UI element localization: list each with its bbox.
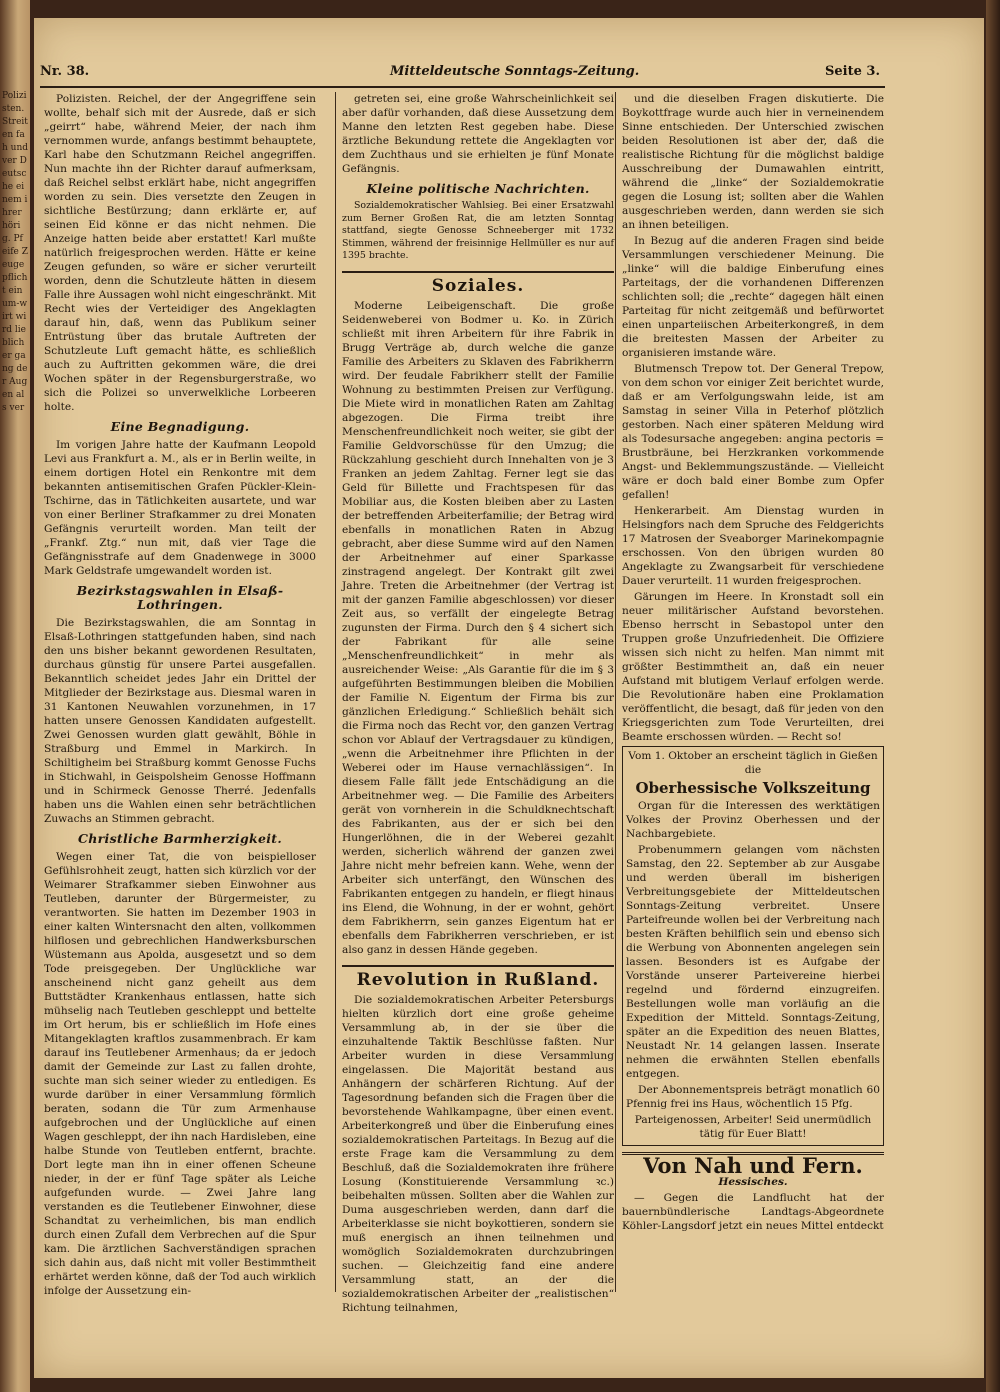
article-paragraph: Wegen einer Tat, die von beispielloser Gefühlsrohheit zeugt, hatten sich kürzlich vor der Weimarer Strafkammer sieben Einwohner aus Teutleben, darunter der Bürgermeister, zu verantworten. Sie hatten im Dezember 1903 in einer kalten Wintersnacht den alten, vollkommen hilflosen und gebrechlichen Handwerksburschen Wüstemann aus Apolda, ausgesetzt und so dem Tode preisgegeben. Der Unglückliche war anscheinend nicht ganz geheilt aus dem Buttstädter Krankenhaus entlassen, hatte sich mühselig nach Teutleben geschleppt und bettelte im Ort herum, bis er schließlich im Hofe eines Mitangeklagten kraftlos zusammenbrach. Er kam darauf ins Teutlebener Armenhaus; da er jedoch damit der Gemeinde zur Last zu fallen drohte, suchte man sich seiner wieder zu entledigen. Es wurde darüber in einer Versammlung förmlich beraten, sodann die Tür zum Armenhause aufgebrochen und der Unglückliche auf einen Wagen geschleppt, der ihn nach Hardisleben, eine halbe Stunde von Teutleben entfernt, brachte. Dort legte man ihn in einer offenen Scheune nieder, in der er fünf Tage später als Leiche aufgefunden wurde. — Zwei Jahre lang verstanden es die Teutlebener Einwohner, diese Schandtat zu verheimlichen, bis man endlich durch einen Zufall dem Verbrechen auf die Spur kam. Die ärztlichen Sachverständigen sprachen sich dahin aus, daß nicht mit voller Bestimmtheit erhärtet werden könne, daß der Tod auch wirklich infolge der Aussetzung ein- [44,851,316,1297]
page-number: Seite 3. [825,64,880,79]
ad-paragraph: Organ für die Interessen des werktätigen Volkes der Provinz Oberhessen und der Nachbargebiete. [626,800,880,840]
advertisement-box [622,746,884,1146]
article-paragraph: und die dieselben Fragen diskutierte. Die Boykottfrage wurde auch hier in verneinendem Sinne entschieden. Der Unterschied zwischen beiden Resolutionen ist aber der, daß die realistische Richtung für die möglichst baldige Ausschreibung der Dumawahlen eintritt, während die „linke“ der Sozialdemokratie gegen die Losung ist; sollten aber die Wahlen ausgeschrieben werden, dann werden sie sich an ihnen beteiligen. [622,93,884,231]
ad-title: Oberhessische Volkszeitung [635,779,871,797]
column-divider [615,92,616,1292]
column-divider [335,92,336,1292]
article-paragraph: Die sozialdemokratischen Arbeiter Petersburgs hielten kürzlich dort eine große geheime Versammlung ab, in der sie über die einzuhaltende Taktik Beschlüsse faßten. Nur Arbeiter wurden in diese Versammlung eingelassen. Die Majorität bestand aus Anhängern der schärferen Richtung. Auf der Tagesordnung befanden sich die Fragen über die bevorstehende Wahlkampagne, über einen event. Arbeiterkongreß und über die Einberufung eines sozialdemokratischen Parteitags. In Bezug auf die erste Frage kam die Versammlung zu dem Beschluß, daß die Sozialdemokraten ihre frühere Losung (Konstituierende Versammlung ꝛc.) beibehalten müssen. Sollten aber die Wahlen zur Duma ausgeschrieben werden, dann darf die Arbeiterklasse sie nicht boykottieren, sondern sie muß energisch an ihnen teilnehmen und womöglich Sozialdemokraten durchzubringen suchen. — Gleichzeitig fand eine andere Versammlung statt, an der die sozialdemokratischen Arbeiter der „realistischen“ Richtung teilnahmen, [342,993,614,1314]
header-rule [40,86,885,88]
section-heading: Soziales. [342,271,614,293]
article-paragraph: Henkerarbeit. Am Dienstag wurden in Helsingfors nach dem Spruche des Feldgerichts 17 Matrosen der Sveaborger Marinekompagnie erschossen. Von den übrigen wurden 80 Angeklagte zu Zwangsarbeit für verschiedene Dauer verurteilt. 11 wurden freigesprochen. [622,505,884,587]
article-paragraph: Polizisten. Reichel, der der Angegriffene sein wollte, behalf sich mit der Ausrede, daß er sich „geirrt“ habe, während Meier, der nach ihm vernommen wurde, anfangs bestimmt behauptete, Karl habe den Schutzmann Reichel angegriffen. Nun machte ihn der Richter darauf aufmerksam, daß Reichel selbst erklärt habe, nicht angegriffen worden zu sein. Dies versetzte den Zeugen in sichtliche Bestürzung; dann erklärte er, auf seinen Eid könne er das nicht nehmen. Die Anzeige hatten beide aber erstattet! Karl mußte natürlich freigesprochen werden. Hätte er keine Zeugen gefunden, so wäre er sicher verurteilt worden, denn die Schutzleute hätten in diesem Falle ihre Aussagen wohl nicht eingeschränkt. Mit Recht wies der Verteidiger des Angeklagten darauf hin, daß, wenn das Publikum seiner Entrüstung über das brutale Auftreten der Schutzleute Luft gemacht hätte, es schließlich auch zu Auftritten gekommen wäre, die drei Wochen später in der Regensburgerstraße, wo sich die Polizei so unverwelkliche Lorbeeren holte. [44,93,316,413]
article-paragraph: Gärungen im Heere. In Kronstadt soll ein neuer militärischer Aufstand bevorstehen. Ebenso herrscht in Sebastopol unter den Truppen große Unzufriedenheit. Die Offiziere wissen sich nicht zu helfen. Man nimmt mit größter Bestimmtheit an, daß ein neuer Aufstand mit blutigem Verlauf erfolgen werde. Die Revolutionäre haben eine Proklamation veröffentlicht, die besagt, daß für jeden von den Kriegsgerichten zum Tode Verurteilten, drei Beamte erschossen würden. — Recht so! [622,591,884,743]
ad-paragraph: Parteigenossen, Arbeiter! Seid unermüdlich tätig für Euer Blatt! [634,1114,872,1140]
article-paragraph: Im vorigen Jahre hatte der Kaufmann Leopold Levi aus Frankfurt a. M., als er in Berlin weilte, in einem dortigen Hotel ein Renkontre mit dem bekannten antisemitischen Grafen Pückler-Klein-Tschirne, das in Tätlichkeiten ausartete, und war von einer Berliner Strafkammer zu drei Monaten Gefängnis verurteilt worden. Man teilt der „Frankf. Ztg.“ nun mit, daß vier Tage die Gefängnisstrafe auf dem Gnadenwege in 3000 Mark Geldstrafe umgewandelt worden ist. [44,439,316,577]
article-paragraph: Sozialdemokratischer Wahlsieg. Bei einer Ersatzwahl zum Berner Großen Rat, die am letzten Sonntag stattfand, siegte Genosse Schneeberger mit 1732 Stimmen, während der freisinnige Hellmüller es nur auf 1395 brachte. [342,200,614,261]
article-paragraph: Blutmensch Trepow tot. Der General Trepow, von dem schon vor einiger Zeit berichtet wurde, daß er am Verfolgungswahn leide, ist am Samstag in seiner Villa in Peterhof plötzlich gestorben. Nach einer späteren Meldung wird als Todesursache angegeben: angina pectoris = Brustbräune, bei Herzkranken vorkommende Angst- und Beklemmungszustände. — Vielleicht wäre er doch bald einer Bombe zum Opfer gefallen! [622,363,884,501]
article-heading: Christliche Barmherzigkeit. [78,831,282,846]
book-binding [0,0,30,1392]
article-paragraph: In Bezug auf die anderen Fragen sind beide Versammlungen verschiedener Meinung. Die „linke“ will die baldige Einberufung eines Parteitags, der die vorhandenen Differenzen schlichten soll; die „rechte“ dagegen hält einen Parteitag für nicht zeitgemäß und befürwortet einen unparteiischen Arbeiterkongreß, in dem die breitesten Massen der Arbeiter zu organisieren imstande wäre. [622,235,884,359]
section-heading: Von Nah und Fern. [622,1152,884,1173]
article-paragraph: Moderne Leibeigenschaft. Die große Seidenweberei von Bodmer u. Ko. in Zürich schließt mit ihren Arbeitern für ihre Fabrik in Brugg Verträge ab, durch welche die ganze Familie des Arbeiters zu Sklaven des Fabrikherrn wird. Der feudale Fabrikherr stellt der Familie Wohnung zu bestimmten Preisen zur Verfügung. Die Miete wird in monatlichen Raten am Zahltag abgezogen. Die Firma treibt ihre Menschenfreundlichkeit noch weiter, sie gibt der Familie Geldvorschüsse für den Umzug; die Rückzahlung geschieht durch Innehalten von je 3 Franken an jedem Zahltag. Ferner legt sie das Geld für Billette und Frachtspesen für das Mobiliar aus, die Kosten bleiben aber zu Lasten der betreffenden Arbeiterfamilie; der Betrag wird ebenfalls in monatlichen Raten in Abzug gebracht, aber diese Summe wird auf den Namen der Arbeitnehmer auf einer Sparkasse zinstragend angelegt. Der Kontrakt gilt zwei Jahre. Treten die Arbeitnehmer (der Vertrag ist mit der ganzen Familie abgeschlossen) vor dieser Zeit aus, so verfällt der eingelegte Betrag zugunsten der Firma. Durch den § 4 sichert sich der Fabrikant für alle seine „Menschenfreundlichkeit“ in mehr als ausreichender Weise: „Als Garantie für die im § 3 aufgeführten Bestimmungen bleiben die Mobilien der Familie N. Eigentum der Firma bis zur gänzlichen Erledigung.“ Schließlich behält sich die Firma noch das Recht vor, den ganzen Vertrag schon vor Ablauf der Vertragsdauer zu kündigen, „wenn die Arbeitnehmer ihre Pflichten in der Weberei oder im Hause vernachlässigen“. In diesem Falle fällt jede Entschädigung an die Arbeitnehmer weg. — Die Familie des Arbeiters gerät von vornherein in die Schuldknechtschaft des Fabrikanten, aus der er sich bei den Hungerlöhnen, die in der Weberei gezahlt werden, sicherlich während der ganzen zwei Jahre nicht mehr befreien kann. Wehe, wenn der Arbeiter sich unterfängt, den Wünschen des Fabrikanten entgegen zu handeln, er fliegt hinaus ins Elend, die Wohnung, in der er wohnt, gehört dem Fabrikherrn, sein ganzes Eigentum hat er ebenfalls dem Fabrikherren verschrieben, er ist also ganz in dessen Hände gegeben. [342,299,614,956]
ad-paragraph: Der Abonnementspreis beträgt monatlich 60 Pfennig frei ins Haus, wöchentlich 15 Pfg. [626,1084,880,1110]
article-heading: Eine Begnadigung. [110,419,250,434]
adjacent-page-text: Polizisten. Streiten fah und ver Deutsche einem ihrer hörig. Pfeife Zeuge pflicht ein um-wirt wird lieblicher gang der Augen als ver [2,91,29,413]
ad-paragraph: Probenummern gelangen vom nächsten Samstag, den 22. September ab zur Ausgabe und werden überall im bisherigen Verbreitungsgebiete der Mitteldeutschen Sonntags-Zeitung verbreitet. Unsere Parteifreunde wollen bei der Verbreitung nach besten Kräften behilflich sein und ebenso sich die Werbung von Abonnenten angelegen sein lassen. Besonders ist es Aufgabe der Vorstände unserer Parteivereine hierbei regelnd und fördernd einzugreifen. Bestellungen wolle man vorläufig an die Expedition der Mitteld. Sonntags-Zeitung, später an die Expedition des neuen Blattes, Neustadt Nr. 14 gelangen lassen. Inserate nehmen die erwähnten Stellen ebenfalls entgegen. [626,844,880,1080]
article-paragraph: — Gegen die Landflucht hat der bauernbündlerische Landtags-Abgeordnete Köhler-Langsdorf jetzt ein neues Mittel entdeckt [622,1192,884,1232]
page-edge [986,0,1000,1392]
ad-intro: Vom 1. Oktober an erscheint täglich in Gießen die [628,750,878,776]
newspaper-title: Mitteldeutsche Sonntags-Zeitung. [390,64,640,79]
article-heading: Kleine politische Nachrichten. [366,181,590,196]
article-paragraph: getreten sei, eine große Wahrscheinlichkeit sei aber dafür vorhanden, daß diese Aussetzung dem Manne den letzten Rest gegeben habe. Diese ärztliche Bekundung rettete die Angeklagten vor dem Zuchthaus und sie erhielten je fünf Monate Gefängnis. [342,93,614,175]
issue-number: Nr. 38. [40,64,90,79]
subsection-heading: Hessisches. [718,1176,788,1188]
column-3 [622,92,884,1292]
section-heading: Revolution in Rußland. [342,965,614,987]
column-2 [342,92,614,1314]
article-paragraph: Die Bezirkstagswahlen, die am Sonntag in Elsaß-Lothringen stattgefunden haben, sind nach den uns bisher bekannt gewordenen Resultaten, durchaus günstig für unsere Partei ausgefallen. Bekanntlich scheidet jedes Jahr ein Drittel der Mitglieder der Bezirkstage aus. Diesmal waren in 31 Kantonen Neuwahlen vorzunehmen, in 17 hatten unsere Genossen Kandidaten aufgestellt. Zwei Genossen wurden glatt gewählt, Böhle in Straßburg und Emmel in Markirch. In Schiltigheim bei Straßburg kommt Genosse Fuchs in Stichwahl, in Geispolsheim Genosse Hoffmann und in Schirmeck Genosse Therré. Jedenfalls haben uns die Wahlen einen sehr beträchtlichen Zuwachs an Stimmen gebracht. [44,617,316,825]
page-header [40,64,880,86]
column-1 [44,92,316,1297]
article-heading: Bezirkstagswahlen in Elsaß-Lothringen. [76,583,284,612]
